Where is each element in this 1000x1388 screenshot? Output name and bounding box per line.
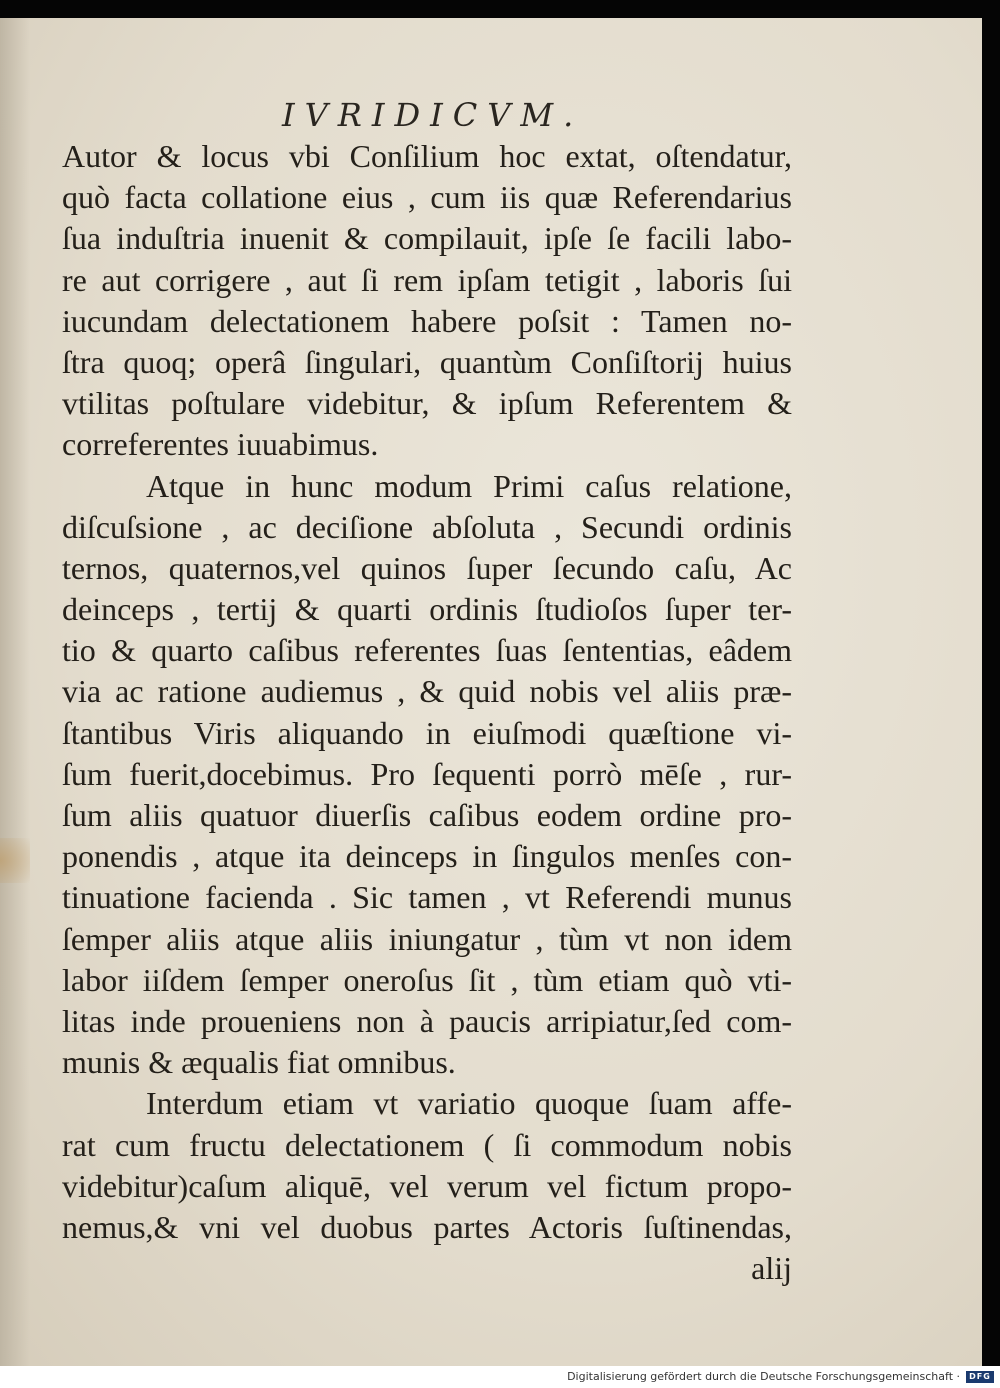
text-line: tinuatione facienda . Sic tamen , vt Referendi munus <box>62 879 792 916</box>
text-line: ſtra quoq; operâ ſingulari, quantùm Conſiſtorij huius <box>62 343 792 380</box>
text-line: ponendis , atque ita deinceps in ſingulos menſes con- <box>62 838 792 875</box>
text-line: quò facta collatione eius , cum iis quæ Referendarius <box>62 179 792 216</box>
paper-stain <box>0 838 30 883</box>
text-line: diſcuſsione , ac deciſione abſoluta , Secundi ordinis <box>62 508 792 545</box>
text-line: Atque in hunc modum Primi caſus relatione, <box>146 467 792 504</box>
text-line: nemus,& vni vel duobus partes Actoris ſuſtinendas, <box>62 1208 792 1245</box>
text-line: ternos, quaternos,vel quinos ſuper ſecundo caſu, Ac <box>62 549 792 586</box>
text-line: deinceps , tertij & quarti ordinis ſtudioſos ſuper ter- <box>62 591 792 628</box>
text-line: vtilitas poſtulare videbitur, & ipſum Referentem & <box>62 385 792 422</box>
text-line: ſtantibus Viris aliquando in eiuſmodi quæſtione vi- <box>62 714 792 751</box>
running-head: IVRIDICVM. <box>282 96 584 134</box>
text-line: re aut corrigere , aut ſi rem ipſam tetigit , laboris ſui <box>62 261 792 298</box>
text-line: ſua induſtria inuenit & compilauit, ipſe ſe facili labo- <box>62 220 792 257</box>
text-line: via ac ratione audiemus , & quid nobis vel aliis præ- <box>62 673 792 710</box>
text-line: rat cum fructu delectationem ( ſi commodum nobis <box>62 1126 792 1163</box>
text-line: Autor & locus vbi Conſilium hoc extat, oſtendatur, <box>62 138 792 174</box>
text-line: litas inde proueniens non à paucis arripiatur,ſed com- <box>62 1002 792 1039</box>
text-line: correferentes iuuabimus. <box>62 426 379 463</box>
book-page <box>0 18 982 1366</box>
text-line: iucundam delectationem habere poſsit : Tamen no- <box>62 302 792 339</box>
text-line: tio & quarto caſibus referentes ſuas ſententias, eâdem <box>62 632 792 669</box>
text-line: ſum fuerit,docebimus. Pro ſequenti porrò mēſe , rur- <box>62 755 792 792</box>
text-line: alij <box>751 1250 792 1287</box>
text-line: ſum aliis quatuor diuerſis caſibus eodem ordine pro- <box>62 797 792 833</box>
text-block <box>62 136 792 1289</box>
text-line: munis & æqualis fiat omnibus. <box>62 1044 456 1081</box>
footer-bar <box>0 1366 1000 1388</box>
text-line: Interdum etiam vt variatio quoque ſuam affe- <box>146 1085 792 1122</box>
funding-credit: Digitalisierung gefördert durch die Deutsche Forschungsgemeinschaft · <box>567 1370 960 1383</box>
dfg-logo: DFG <box>966 1371 994 1383</box>
text-line: labor iiſdem ſemper oneroſus ſit , tùm etiam quò vti- <box>62 961 792 998</box>
page-gutter-shadow <box>0 18 30 1366</box>
text-line: videbitur)caſum aliquē, vel verum vel fictum propo- <box>62 1167 792 1204</box>
text-line: ſemper aliis atque aliis iniungatur , tùm vt non idem <box>62 920 792 957</box>
